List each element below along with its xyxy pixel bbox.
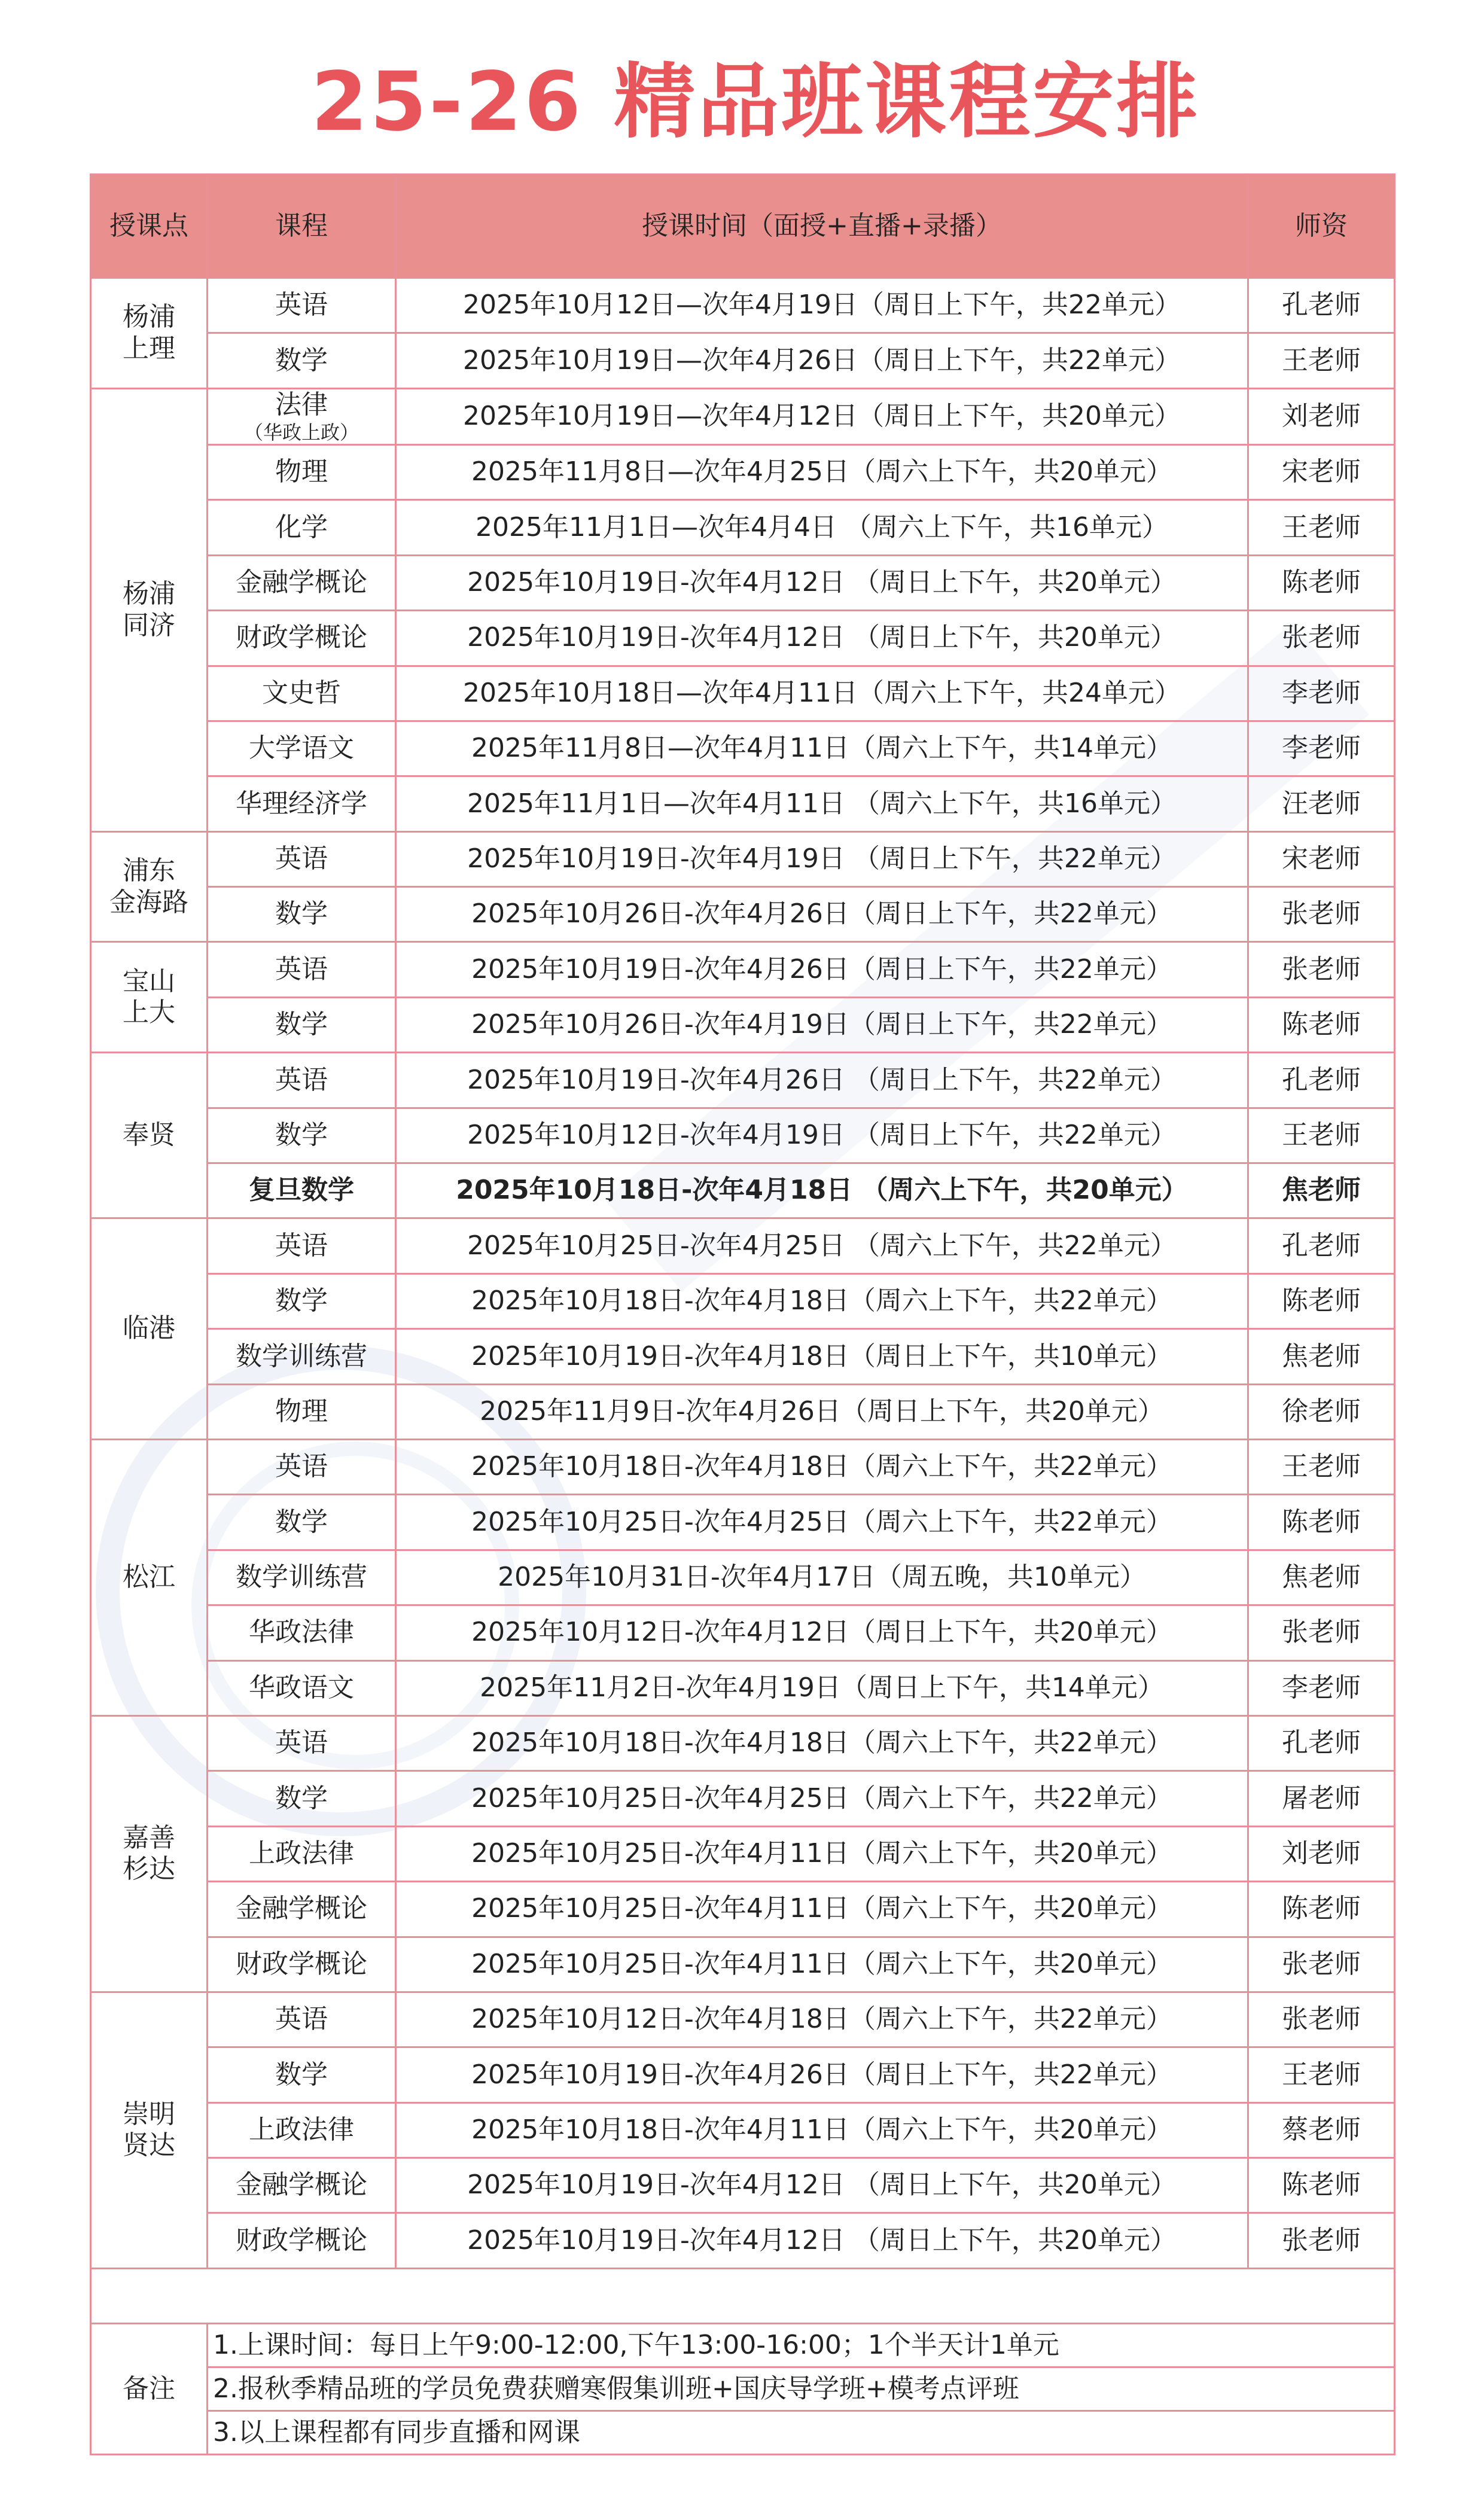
- time-cell: 2025年11月1日—次年4月11日 （周六上下午，共16单元）: [396, 776, 1248, 831]
- table-row: [91, 1218, 1395, 1273]
- teacher-cell: 张老师: [1248, 2213, 1395, 2268]
- location-cell: 松江: [91, 1440, 208, 1716]
- schedule-body: [91, 278, 1395, 2455]
- course-cell: [208, 1108, 396, 1163]
- course-cell: [208, 1937, 396, 1992]
- table-row: [91, 1108, 1395, 1163]
- course-cell: [208, 721, 396, 776]
- table-row: [91, 1550, 1395, 1605]
- notes-label: 备注: [91, 2324, 208, 2455]
- course-name: 化学: [275, 511, 328, 543]
- notes-row: [91, 2324, 1395, 2367]
- teacher-cell: 宋老师: [1248, 831, 1395, 886]
- course-cell: [208, 1550, 396, 1605]
- teacher-cell: 王老师: [1248, 1440, 1395, 1495]
- course-name: 文史哲: [262, 677, 341, 708]
- course-cell: [208, 1218, 396, 1273]
- time-cell: 2025年10月19日-次年4月26日（周日上下午，共22单元）: [396, 2047, 1248, 2102]
- teacher-cell: 张老师: [1248, 942, 1395, 997]
- time-cell: 2025年10月18日—次年4月11日（周六上下午，共24单元）: [396, 666, 1248, 721]
- table-row: [91, 388, 1395, 444]
- teacher-cell: 陈老师: [1248, 1495, 1395, 1550]
- table-row: [91, 997, 1395, 1052]
- teacher-cell: 陈老师: [1248, 555, 1395, 610]
- course-cell: [208, 1495, 396, 1550]
- time-cell: 2025年10月19日-次年4月12日 （周日上下午，共20单元）: [396, 555, 1248, 610]
- teacher-cell: 陈老师: [1248, 2158, 1395, 2213]
- time-cell: 2025年10月18日-次年4月18日（周六上下午，共22单元）: [396, 1440, 1248, 1495]
- teacher-cell: 焦老师: [1248, 1163, 1395, 1218]
- table-row: [91, 1273, 1395, 1328]
- notes-row: [91, 2411, 1395, 2455]
- course-cell: [208, 500, 396, 555]
- location-cell: 奉贤: [91, 1053, 208, 1218]
- course-cell: [208, 1440, 396, 1495]
- course-name: 数学: [275, 2059, 328, 2090]
- table-row: [91, 776, 1395, 831]
- course-name: 上政法律: [249, 1838, 354, 1869]
- time-cell: 2025年10月19日-次年4月12日 （周日上下午，共20单元）: [396, 2158, 1248, 2213]
- table-row: [91, 2102, 1395, 2157]
- course-name: 上政法律: [249, 2114, 354, 2145]
- table-row: [91, 611, 1395, 666]
- time-cell: 2025年10月19日-次年4月26日 （周日上下午，共22单元）: [396, 1053, 1248, 1108]
- course-cell: [208, 942, 396, 997]
- course-name: 华政法律: [249, 1617, 354, 1648]
- spacer-row: [91, 2268, 1395, 2323]
- time-cell: 2025年10月12日-次年4月18日（周六上下午，共22单元）: [396, 1992, 1248, 2047]
- teacher-cell: 孔老师: [1248, 1715, 1395, 1770]
- time-cell: 2025年10月18日-次年4月18日（周六上下午，共22单元）: [396, 1273, 1248, 1328]
- table-row: [91, 2158, 1395, 2213]
- time-cell: 2025年10月25日-次年4月11日（周六上下午，共20单元）: [396, 1882, 1248, 1937]
- table-row: [91, 1715, 1395, 1770]
- teacher-cell: 王老师: [1248, 2047, 1395, 2102]
- course-name: 英语: [275, 2004, 328, 2035]
- time-cell: 2025年11月1日—次年4月4日 （周六上下午，共16单元）: [396, 500, 1248, 555]
- page-title: 25-26 精品班课程安排: [311, 55, 1200, 150]
- teacher-cell: 陈老师: [1248, 997, 1395, 1052]
- table-row: [91, 2047, 1395, 2102]
- course-name: 英语: [275, 953, 328, 985]
- teacher-cell: 李老师: [1248, 1660, 1395, 1715]
- course-name: 数学: [275, 1009, 328, 1040]
- course-cell: [208, 666, 396, 721]
- header-location: 授课点: [91, 175, 208, 278]
- course-name: 财政学概论: [236, 622, 367, 653]
- table-row: [91, 278, 1395, 333]
- note-item: 3.以上课程都有同步直播和网课: [208, 2411, 1395, 2455]
- course-name: 英语: [275, 843, 328, 874]
- course-cell: [208, 278, 396, 333]
- course-cell: [208, 831, 396, 886]
- course-cell: [208, 444, 396, 499]
- course-cell: [208, 1163, 396, 1218]
- course-name: 数学: [275, 1119, 328, 1150]
- teacher-cell: 汪老师: [1248, 776, 1395, 831]
- time-cell: 2025年11月2日-次年4月19日（周日上下午，共14单元）: [396, 1660, 1248, 1715]
- course-cell: [208, 1605, 396, 1660]
- teacher-cell: 陈老师: [1248, 1273, 1395, 1328]
- teacher-cell: 孔老师: [1248, 1053, 1395, 1108]
- teacher-cell: 陈老师: [1248, 1882, 1395, 1937]
- course-name: 英语: [275, 1451, 328, 1482]
- table-row: [91, 1495, 1395, 1550]
- time-cell: 2025年10月18日-次年4月18日 （周六上下午，共20单元）: [396, 1163, 1248, 1218]
- course-name: 物理: [275, 1395, 328, 1427]
- teacher-cell: 王老师: [1248, 333, 1395, 388]
- course-cell: [208, 1715, 396, 1770]
- course-cell: [208, 1882, 396, 1937]
- table-row: [91, 831, 1395, 886]
- course-cell: [208, 611, 396, 666]
- time-cell: 2025年11月9日-次年4月26日（周日上下午，共20单元）: [396, 1384, 1248, 1439]
- time-cell: 2025年10月19日—次年4月26日（周日上下午，共22单元）: [396, 333, 1248, 388]
- time-cell: 2025年10月26日-次年4月19日（周日上下午，共22单元）: [396, 997, 1248, 1052]
- table-row: [91, 1440, 1395, 1495]
- table-row: [91, 333, 1395, 388]
- location-cell: 嘉善 杉达: [91, 1715, 208, 1992]
- course-name: 数学: [275, 1285, 328, 1317]
- time-cell: 2025年10月19日-次年4月12日 （周日上下午，共20单元）: [396, 2213, 1248, 2268]
- table-row: [91, 1937, 1395, 1992]
- teacher-cell: 李老师: [1248, 666, 1395, 721]
- course-name: 英语: [275, 1727, 328, 1759]
- course-cell: [208, 1826, 396, 1881]
- location-cell: 宝山 上大: [91, 942, 208, 1053]
- time-cell: 2025年10月25日-次年4月11日（周六上下午，共20单元）: [396, 1937, 1248, 1992]
- time-cell: 2025年10月18日-次年4月18日（周六上下午，共22单元）: [396, 1715, 1248, 1770]
- table-row: [91, 666, 1395, 721]
- course-name: 英语: [275, 1230, 328, 1261]
- location-cell: 杨浦 同济: [91, 388, 208, 831]
- table-row: [91, 500, 1395, 555]
- header-row: [91, 175, 1395, 278]
- course-cell: [208, 1992, 396, 2047]
- teacher-cell: 李老师: [1248, 721, 1395, 776]
- time-cell: 2025年10月25日-次年4月25日 （周六上下午，共22单元）: [396, 1218, 1248, 1273]
- course-cell: [208, 776, 396, 831]
- teacher-cell: 张老师: [1248, 887, 1395, 942]
- time-cell: 2025年10月12日-次年4月12日（周日上下午，共20单元）: [396, 1605, 1248, 1660]
- teacher-cell: 张老师: [1248, 1605, 1395, 1660]
- table-row: [91, 887, 1395, 942]
- course-cell: [208, 1660, 396, 1715]
- table-row: [91, 1771, 1395, 1826]
- schedule-table: [90, 173, 1395, 2455]
- spacer-cell: [91, 2268, 1395, 2323]
- teacher-cell: 刘老师: [1248, 1826, 1395, 1881]
- header-time: 授课时间（面授+直播+录播）: [396, 175, 1248, 278]
- location-cell: 临港: [91, 1218, 208, 1440]
- course-name: 英语: [275, 1064, 328, 1095]
- teacher-cell: 焦老师: [1248, 1329, 1395, 1384]
- course-cell: [208, 997, 396, 1052]
- note-item: 2.报秋季精品班的学员免费获赠寒假集训班+国庆导学班+模考点评班: [208, 2367, 1395, 2411]
- location-cell: 杨浦 上理: [91, 278, 208, 389]
- time-cell: 2025年10月26日-次年4月26日（周日上下午，共22单元）: [396, 887, 1248, 942]
- time-cell: 2025年10月25日-次年4月11日（周六上下午，共20单元）: [396, 1826, 1248, 1881]
- notes-row: [91, 2367, 1395, 2411]
- course-cell: [208, 1053, 396, 1108]
- course-name: 华政语文: [249, 1672, 354, 1703]
- location-cell: 浦东 金海路: [91, 831, 208, 942]
- table-row: [91, 1882, 1395, 1937]
- course-name: 数学: [275, 898, 328, 930]
- course-cell: [208, 1273, 396, 1328]
- course-name: 法律: [275, 389, 328, 420]
- time-cell: 2025年11月8日—次年4月25日（周六上下午，共20单元）: [396, 444, 1248, 499]
- header-teacher: 师资: [1248, 175, 1395, 278]
- time-cell: 2025年10月19日-次年4月12日 （周日上下午，共20单元）: [396, 611, 1248, 666]
- location-cell: 崇明 贤达: [91, 1992, 208, 2268]
- course-cell: [208, 388, 396, 444]
- teacher-cell: 孔老师: [1248, 278, 1395, 333]
- course-name: 数学训练营: [236, 1340, 367, 1372]
- table-row: [91, 1163, 1395, 1218]
- course-name: 金融学概论: [236, 2169, 367, 2201]
- course-cell: [208, 887, 396, 942]
- course-cell: [208, 2102, 396, 2157]
- teacher-cell: 王老师: [1248, 1108, 1395, 1163]
- course-name: 复旦数学: [249, 1175, 354, 1206]
- course-subtitle: （华政上政）: [243, 420, 359, 444]
- course-name: 大学语文: [249, 733, 354, 764]
- course-cell: [208, 2047, 396, 2102]
- teacher-cell: 焦老师: [1248, 1550, 1395, 1605]
- time-cell: 2025年10月19日-次年4月26日（周日上下午，共22单元）: [396, 942, 1248, 997]
- course-name: 财政学概论: [236, 1948, 367, 1979]
- table-row: [91, 555, 1395, 610]
- time-cell: 2025年10月19日—次年4月12日（周日上下午，共20单元）: [396, 388, 1248, 444]
- table-row: [91, 942, 1395, 997]
- time-cell: 2025年10月12日—次年4月19日（周日上下午，共22单元）: [396, 278, 1248, 333]
- time-cell: 2025年10月19日-次年4月19日 （周日上下午，共22单元）: [396, 831, 1248, 886]
- table-row: [91, 1826, 1395, 1881]
- teacher-cell: 王老师: [1248, 500, 1395, 555]
- teacher-cell: 蔡老师: [1248, 2102, 1395, 2157]
- course-cell: [208, 2158, 396, 2213]
- teacher-cell: 屠老师: [1248, 1771, 1395, 1826]
- course-cell: [208, 333, 396, 388]
- header-course: 课程: [208, 175, 396, 278]
- table-row: [91, 444, 1395, 499]
- time-cell: 2025年10月18日-次年4月11日（周六上下午，共20单元）: [396, 2102, 1248, 2157]
- table-row: [91, 2213, 1395, 2268]
- teacher-cell: 张老师: [1248, 611, 1395, 666]
- teacher-cell: 张老师: [1248, 1992, 1395, 2047]
- teacher-cell: 张老师: [1248, 1937, 1395, 1992]
- table-row: [91, 721, 1395, 776]
- course-name: 金融学概论: [236, 567, 367, 598]
- time-cell: 2025年10月31日-次年4月17日（周五晚，共10单元）: [396, 1550, 1248, 1605]
- course-name: 财政学概论: [236, 2224, 367, 2256]
- course-name: 华理经济学: [236, 788, 367, 819]
- course-name: 物理: [275, 456, 328, 487]
- note-item: 1.上课时间：每日上午9:00-12:00,下午13:00-16:00；1个半天计1单元: [208, 2324, 1395, 2367]
- course-name: 数学: [275, 345, 328, 376]
- time-cell: 2025年10月25日-次年4月25日（周六上下午，共22单元）: [396, 1771, 1248, 1826]
- table-row: [91, 1992, 1395, 2047]
- teacher-cell: 徐老师: [1248, 1384, 1395, 1439]
- table-row: [91, 1329, 1395, 1384]
- course-cell: [208, 1329, 396, 1384]
- table-row: [91, 1384, 1395, 1439]
- time-cell: 2025年11月8日—次年4月11日（周六上下午，共14单元）: [396, 721, 1248, 776]
- time-cell: 2025年10月19日-次年4月18日（周日上下午，共10单元）: [396, 1329, 1248, 1384]
- table-row: [91, 1605, 1395, 1660]
- time-cell: 2025年10月12日-次年4月19日 （周日上下午，共22单元）: [396, 1108, 1248, 1163]
- time-cell: 2025年10月25日-次年4月25日（周六上下午，共22单元）: [396, 1495, 1248, 1550]
- table-row: [91, 1053, 1395, 1108]
- course-cell: [208, 1771, 396, 1826]
- course-name: 英语: [275, 289, 328, 321]
- table-row: [91, 1660, 1395, 1715]
- teacher-cell: 刘老师: [1248, 388, 1395, 444]
- course-name: 数学: [275, 1782, 328, 1814]
- course-name: 金融学概论: [236, 1893, 367, 1924]
- course-name: 数学训练营: [236, 1562, 367, 1593]
- teacher-cell: 宋老师: [1248, 444, 1395, 499]
- course-cell: [208, 1384, 396, 1439]
- course-cell: [208, 2213, 396, 2268]
- teacher-cell: 孔老师: [1248, 1218, 1395, 1273]
- course-cell: [208, 555, 396, 610]
- course-name: 数学: [275, 1506, 328, 1537]
